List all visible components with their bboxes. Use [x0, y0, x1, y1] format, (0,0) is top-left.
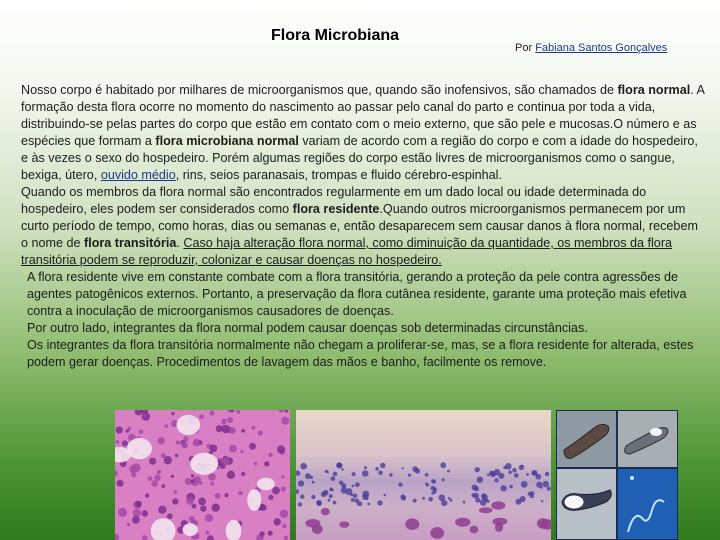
text-segment: Nosso corpo é habitado por milhares de microorganismos que, quando são inofensivos, são chamados de	[21, 83, 618, 97]
paragraph-flora-normal	[21, 82, 707, 184]
bacteria-micrograph-panel	[556, 410, 678, 540]
term-flora-microbiana-normal: flora microbiana normal	[155, 134, 299, 148]
text-segment: Quando os membros da flora normal são encontrados regularmente em um dado local ou idade determinada do hospedeiro, eles podem ser considerados como	[21, 185, 647, 216]
ouvido-medio-link[interactable]: ouvido médio	[100, 168, 176, 182]
paragraph-outro-lado: Por outro lado, integrantes da flora normal podem causar doenças sob determinadas circunstâncias.	[27, 321, 588, 335]
page-title: Flora Microbiana	[271, 27, 400, 44]
text-segment: . A formação desta flora ocorre no momento do nascimento ao passar pelo canal do parto e continua por toda a vida, distribuindo-se pelas partes do corpo que estão em contato com o meio externo, que são pele e mucosas.O número e as espécies que formam a	[21, 83, 705, 148]
text-segment: , rins, seios paranasais, trompas e fluido cérebro-espinhal.	[175, 168, 502, 182]
text-segment: variam de acordo com a região do corpo e com a idade do hospedeiro, e às vezes o sexo do hospedeiro. Porém algumas regiões do corpo estão livres de microorganismos como o sangue, bexiga, útero,	[21, 134, 698, 182]
text-segment: .Quando outros microorganismos permanecem por um curto período de tempo, como horas, dias ou semanas e, então desaparecem sem causar danos à flora normal, recebem o nome de	[21, 202, 698, 250]
paragraph-combate: A flora residente vive em constante combate com a flora transitória, gerando a proteção da pele contra agressões de agentes patogênicos externos. Portanto, a preservação da flora cutânea residente, garante uma proteção mais efetiva contra a inoculação de microorganismos causadores de doenças.	[27, 270, 687, 318]
underlined-statement: Caso haja alteração flora normal, como diminuição da quantidade, os membros da flora transitória podem se reproduzir, colonizar e causar doenças no hospedeiro.	[21, 236, 673, 267]
text-segment: .	[176, 236, 184, 250]
term-flora-transitoria: flora transitória	[84, 236, 177, 250]
micrograph-cell-layer-image	[296, 410, 551, 540]
term-flora-residente: flora residente	[292, 202, 380, 216]
micrograph-tissue-image	[115, 410, 290, 540]
article-body	[21, 82, 707, 371]
term-flora-normal: flora normal	[617, 83, 691, 97]
paragraph-flora-residente	[21, 184, 707, 269]
byline	[515, 42, 667, 54]
paragraph-flora-transitoria: Os integrantes da flora transitória normalmente não chegam a proliferar-se, mas, se a flora residente for alterada, estes podem gerar doenças. Procedimentos de lavagem das mãos e banho, facilmente os remove.	[27, 338, 694, 369]
author-link[interactable]: Fabiana Santos Gonçalves	[535, 42, 668, 54]
byline-prefix: Por	[515, 42, 536, 54]
